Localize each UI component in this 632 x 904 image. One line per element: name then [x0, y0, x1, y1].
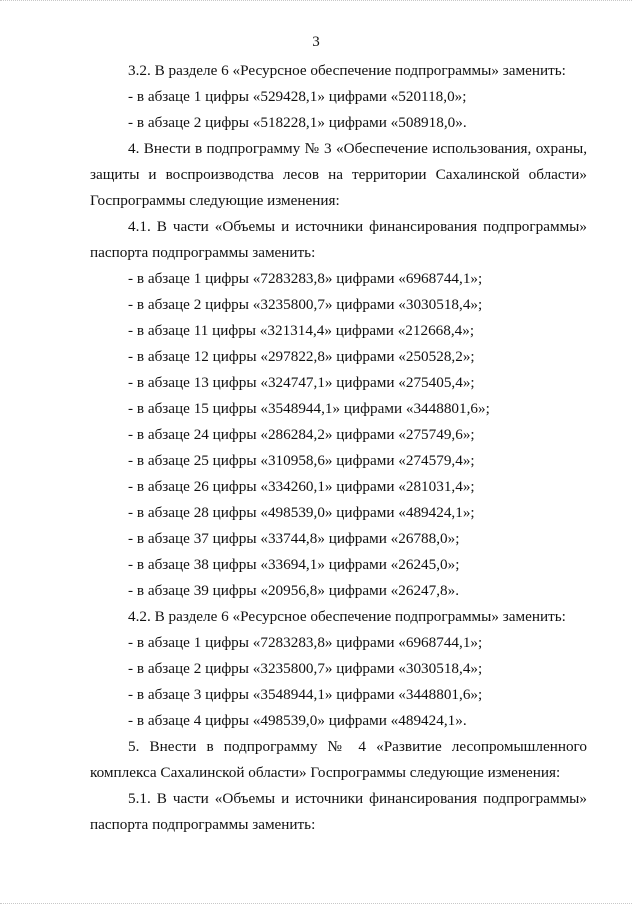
- list-item: - в абзаце 1 цифры «7283283,8» цифрами «6968744,1»;: [128, 634, 483, 651]
- section-5-1-line: паспорта подпрограммы заменить:: [90, 816, 316, 833]
- section-4-line: Госпрограммы следующие изменения:: [90, 192, 340, 209]
- list-item: - в абзаце 25 цифры «310958,6» цифрами «274579,4»;: [128, 452, 475, 469]
- list-item: - в абзаце 15 цифры «3548944,1» цифрами «3448801,6»;: [128, 400, 490, 417]
- list-item: - в абзаце 11 цифры «321314,4» цифрами «212668,4»;: [128, 322, 475, 339]
- list-item: - в абзаце 38 цифры «33694,1» цифрами «26245,0»;: [128, 556, 460, 573]
- list-item: - в абзаце 4 цифры «498539,0» цифрами «489424,1».: [128, 712, 467, 729]
- list-item: - в абзаце 3 цифры «3548944,1» цифрами «3448801,6»;: [128, 686, 483, 703]
- scan-edge-top: [0, 0, 632, 5]
- list-item: - в абзаце 24 цифры «286284,2» цифрами «275749,6»;: [128, 426, 475, 443]
- section-4-line: 4. Внести в подпрограмму № 3 «Обеспечение использования, охраны,: [128, 140, 587, 157]
- section-5-line: 5. Внести в подпрограмму № 4 «Развитие лесопромышленного: [128, 738, 587, 755]
- list-item: - в абзаце 2 цифры «518228,1» цифрами «508918,0».: [128, 114, 467, 131]
- list-item: - в абзаце 1 цифры «7283283,8» цифрами «6968744,1»;: [128, 270, 483, 287]
- list-item: - в абзаце 13 цифры «324747,1» цифрами «275405,4»;: [128, 374, 475, 391]
- section-4-1-line: паспорта подпрограммы заменить:: [90, 244, 316, 261]
- section-4-2-heading: 4.2. В разделе 6 «Ресурсное обеспечение подпрограммы» заменить:: [128, 608, 566, 625]
- list-item: - в абзаце 26 цифры «334260,1» цифрами «281031,4»;: [128, 478, 475, 495]
- list-item: - в абзаце 2 цифры «3235800,7» цифрами «3030518,4»;: [128, 660, 483, 677]
- section-5-line: комплекса Сахалинской области» Госпрограммы следующие изменения:: [90, 764, 561, 781]
- section-3-2-heading: 3.2. В разделе 6 «Ресурсное обеспечение подпрограммы» заменить:: [128, 62, 566, 79]
- list-item: - в абзаце 37 цифры «33744,8» цифрами «26788,0»;: [128, 530, 460, 547]
- page-number: 3: [312, 34, 320, 50]
- scan-edge-bottom: [0, 897, 632, 904]
- list-item: - в абзаце 12 цифры «297822,8» цифрами «250528,2»;: [128, 348, 475, 365]
- list-item: - в абзаце 2 цифры «3235800,7» цифрами «3030518,4»;: [128, 296, 483, 313]
- section-4-line: защиты и воспроизводства лесов на территории Сахалинской области»: [90, 166, 587, 183]
- section-4-1-line: 4.1. В части «Объемы и источники финансирования подпрограммы»: [128, 218, 587, 235]
- list-item: - в абзаце 28 цифры «498539,0» цифрами «489424,1»;: [128, 504, 475, 521]
- section-5-1-line: 5.1. В части «Объемы и источники финансирования подпрограммы»: [128, 790, 587, 807]
- list-item: - в абзаце 39 цифры «20956,8» цифрами «26247,8».: [128, 582, 460, 599]
- list-item: - в абзаце 1 цифры «529428,1» цифрами «520118,0»;: [128, 88, 467, 105]
